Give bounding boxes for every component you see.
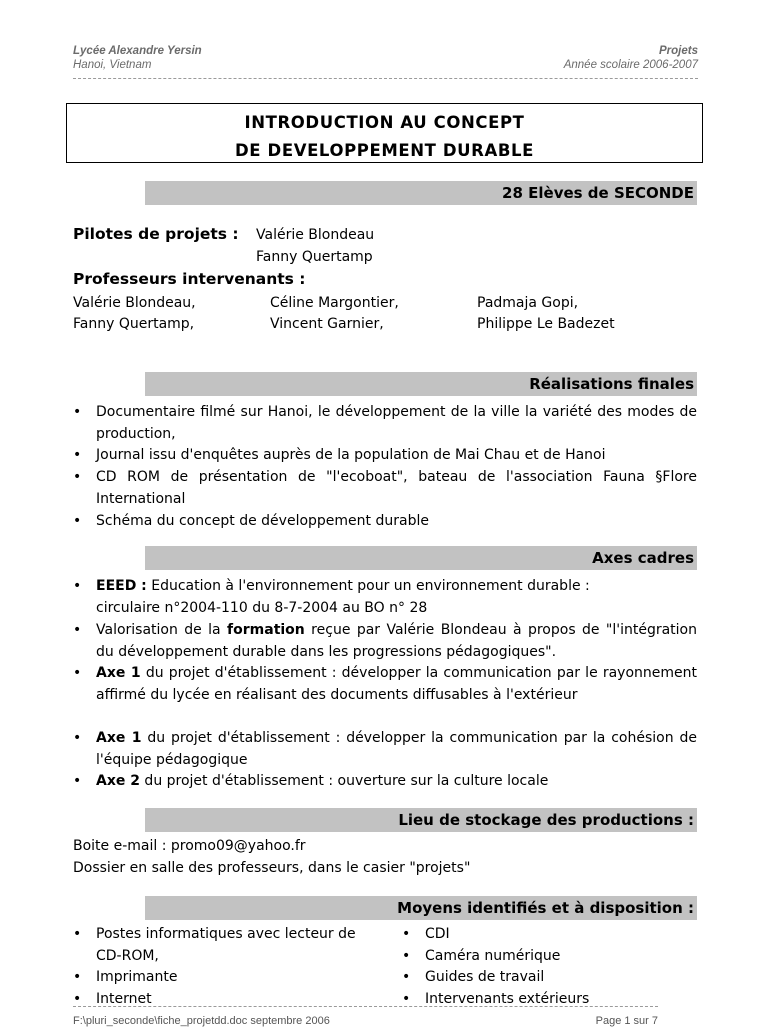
prof-name: Fanny Quertamp, bbox=[73, 316, 195, 332]
axe2-text: du projet d'établissement : ouverture sur la culture locale bbox=[139, 773, 549, 789]
page-header bbox=[73, 44, 698, 79]
stockage-dossier: Dossier en salle des professeurs, dans le casier "projets" bbox=[73, 860, 471, 876]
eeed-text: Education à l'environnement pour un environnement durable : bbox=[146, 578, 590, 594]
list-item bbox=[73, 401, 697, 445]
list-item bbox=[402, 967, 692, 989]
eeed-label: EEED : bbox=[96, 578, 147, 594]
list-item-text: Documentaire filmé sur Hanoi, le développement de la ville la variété des modes de production, bbox=[96, 404, 697, 442]
header-category: Projets bbox=[659, 45, 698, 57]
list-item bbox=[73, 662, 697, 706]
bullet-icon: • bbox=[73, 730, 82, 746]
bullet-icon: • bbox=[73, 773, 82, 789]
list-item-text: Imprimante bbox=[96, 969, 178, 985]
list-item bbox=[73, 770, 697, 792]
list-item bbox=[73, 510, 697, 532]
realisations-heading: Réalisations finales bbox=[145, 372, 697, 396]
list-item bbox=[73, 727, 697, 771]
bullet-icon: • bbox=[402, 990, 411, 1007]
bullet-icon: • bbox=[73, 969, 82, 985]
bullet-icon: • bbox=[73, 622, 82, 638]
bullet-icon: • bbox=[73, 665, 82, 681]
prof-name: Valérie Blondeau, bbox=[73, 295, 196, 311]
formation-bold: formation bbox=[227, 622, 305, 638]
formation-post: reçue par Valérie Blondeau à propos de "l'intégration du développement durable dans les progressions pédagogiques". bbox=[96, 622, 697, 660]
school-name: Lycée Alexandre Yersin bbox=[73, 45, 202, 57]
bullet-icon: • bbox=[73, 578, 82, 594]
footer-file-path: F:\pluri_seconde\fiche_projetdd.doc septembre 2006 bbox=[73, 1015, 330, 1027]
formation-pre: Valorisation de la bbox=[96, 622, 228, 638]
prof-name: Vincent Garnier, bbox=[270, 316, 384, 332]
axe1b-text: du projet d'établissement : développer la communication par la cohésion de l'équipe pédagogique bbox=[96, 730, 697, 768]
professeurs-label: Professeurs intervenants : bbox=[73, 270, 306, 288]
list-item bbox=[402, 946, 692, 968]
bullet-icon: • bbox=[73, 513, 82, 529]
axe1a-label: Axe 1 bbox=[96, 665, 141, 681]
pilotes-label: Pilotes de projets : bbox=[73, 225, 239, 243]
list-item bbox=[73, 575, 697, 619]
title-box bbox=[66, 103, 703, 163]
list-item-text: Intervenants extérieurs bbox=[425, 990, 590, 1007]
stockage-email: Boite e-mail : promo09@yahoo.fr bbox=[73, 838, 306, 854]
list-item-text: Guides de travail bbox=[425, 969, 545, 985]
list-item-text: CD ROM de présentation de "l'ecoboat", bateau de l'association Fauna §Flore International bbox=[96, 469, 697, 507]
list-item bbox=[73, 924, 373, 967]
bullet-icon: • bbox=[73, 926, 82, 942]
list-item bbox=[73, 619, 697, 663]
axe1a-text: du projet d'établissement : développer la communication par le rayonnement affirmé du lycée en réalisant des documents diffusables à l'extérieur bbox=[96, 665, 697, 703]
title-line-2: DE DEVELOPPEMENT DURABLE bbox=[235, 141, 534, 160]
school-year: Année scolaire 2006-2007 bbox=[563, 59, 698, 71]
list-item-text: CDI bbox=[425, 926, 450, 942]
pilote-name-2: Fanny Quertamp bbox=[256, 249, 373, 265]
bullet-icon: • bbox=[402, 926, 411, 942]
bullet-icon: • bbox=[73, 469, 82, 485]
eeed-circulaire: circulaire n°2004-110 du 8-7-2004 au BO n° 28 bbox=[96, 600, 428, 616]
bullet-icon: • bbox=[73, 447, 82, 463]
moyens-heading: Moyens identifiés et à disposition : bbox=[145, 896, 697, 920]
bullet-icon: • bbox=[73, 990, 82, 1007]
list-item-text: Journal issu d'enquêtes auprès de la population de Mai Chau et de Hanoi bbox=[96, 447, 606, 463]
list-item-text: Schéma du concept de développement durable bbox=[96, 513, 429, 529]
list-item bbox=[402, 924, 692, 946]
bullet-icon: • bbox=[402, 947, 411, 964]
stockage-heading: Lieu de stockage des productions : bbox=[145, 808, 697, 832]
list-item-text: Internet bbox=[96, 990, 152, 1007]
list-item bbox=[73, 444, 697, 466]
footer-page-number: Page 1 sur 7 bbox=[595, 1015, 658, 1027]
bullet-icon: • bbox=[73, 404, 82, 420]
prof-name: Céline Margontier, bbox=[270, 295, 399, 311]
class-band: 28 Elèves de SECONDE bbox=[145, 181, 697, 205]
prof-name: Philippe Le Badezet bbox=[477, 316, 615, 332]
axe2-label: Axe 2 bbox=[96, 773, 140, 789]
school-location: Hanoi, Vietnam bbox=[73, 59, 152, 71]
axes-heading: Axes cadres bbox=[145, 546, 697, 570]
axe1b-label: Axe 1 bbox=[96, 730, 142, 746]
moyens-left-list bbox=[73, 924, 373, 1010]
moyens-right-list bbox=[402, 924, 692, 1010]
bullet-icon: • bbox=[402, 969, 411, 985]
list-item bbox=[73, 466, 697, 510]
prof-name: Padmaja Gopi, bbox=[477, 295, 579, 311]
list-item-text: Postes informatiques avec lecteur de CD-ROM, bbox=[96, 926, 356, 964]
title-line-1: INTRODUCTION AU CONCEPT bbox=[244, 113, 525, 132]
pilote-name-1: Valérie Blondeau bbox=[256, 227, 375, 243]
list-item-text: Caméra numérique bbox=[425, 947, 561, 964]
list-item bbox=[73, 967, 373, 989]
